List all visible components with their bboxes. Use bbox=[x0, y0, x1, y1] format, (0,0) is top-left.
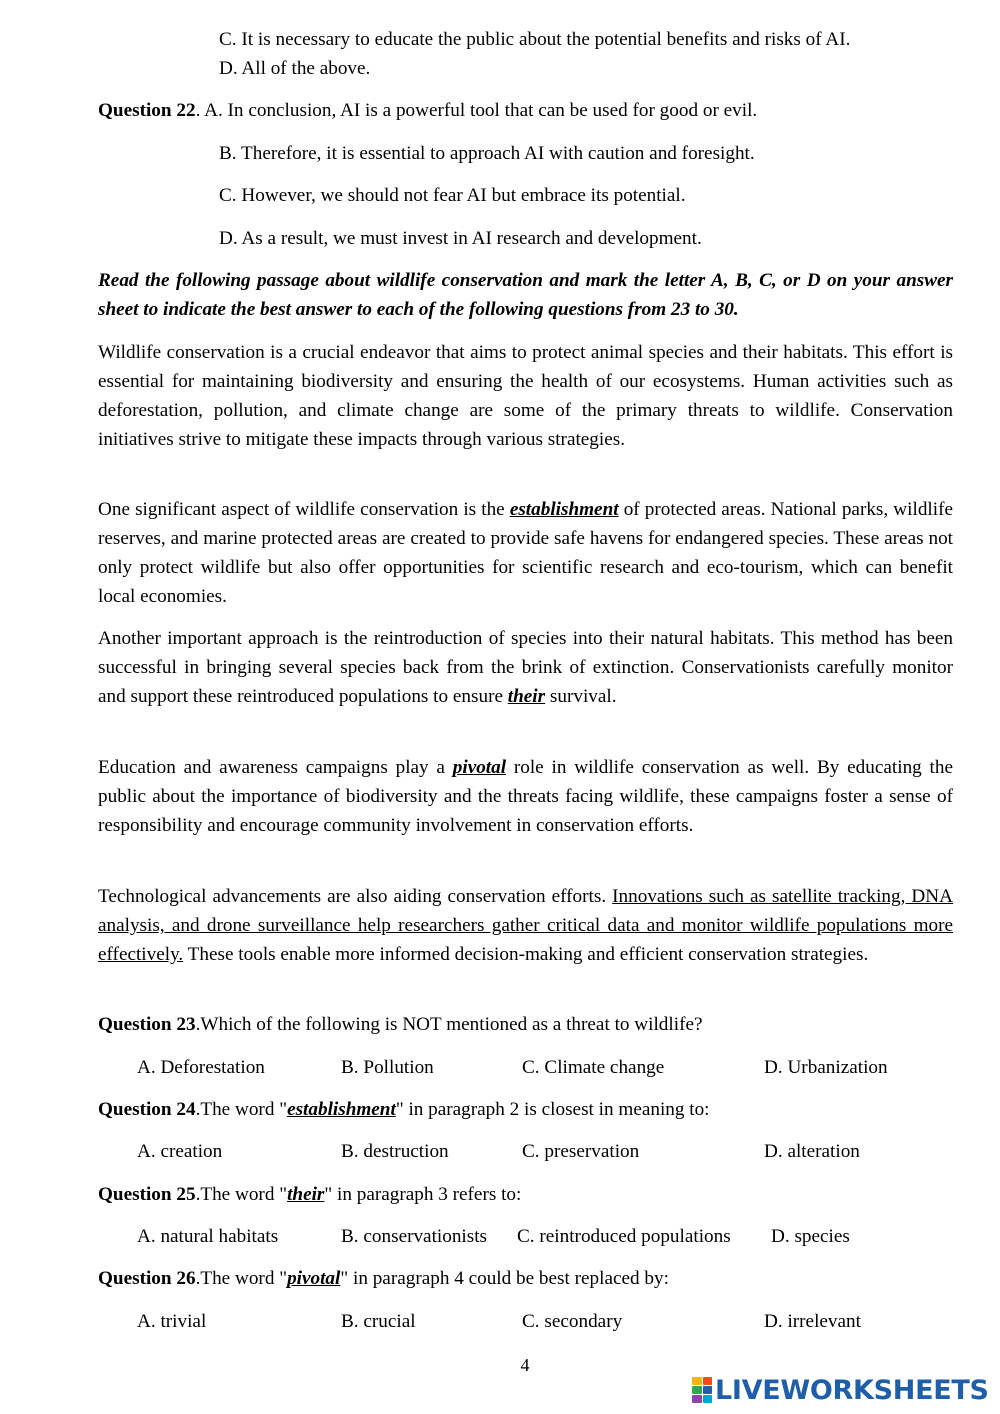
q22-line bbox=[98, 96, 757, 125]
q25-answer-c[interactable]: C. reintroduced populations bbox=[517, 1226, 731, 1247]
q24-label: Question 24 bbox=[98, 1099, 196, 1120]
q25-text-pre: .The word " bbox=[195, 1184, 288, 1205]
logo-block-icon bbox=[703, 1377, 713, 1385]
q26-stem bbox=[98, 1264, 669, 1293]
q24-keyword: establishment bbox=[287, 1099, 396, 1120]
passage-paragraph-3 bbox=[98, 624, 953, 711]
q23-answer-c[interactable]: C. Climate change bbox=[522, 1057, 665, 1078]
p2-text-b: of protected areas. National parks, wildlife reserves, and marine protected areas are created to provide safe havens for endangered species. These areas not only protect wildlife but also offer opportunities for scientific research and eco-tourism, which can benefit local economies. bbox=[98, 499, 953, 607]
q25-answer-d[interactable]: D. species bbox=[771, 1226, 850, 1247]
q25-label: Question 25 bbox=[98, 1184, 196, 1205]
q23-answer-d[interactable]: D. Urbanization bbox=[764, 1057, 888, 1078]
q25-keyword: their bbox=[287, 1184, 325, 1205]
instruction-text: Read the following passage about wildlife conservation and mark the letter A, B, C, or D on your answer sheet to indicate the best answer to each of the following questions from 23 to 30. bbox=[98, 270, 953, 320]
q25-text-post: " in paragraph 3 refers to: bbox=[324, 1184, 522, 1205]
q26-text-pre: .The word " bbox=[195, 1268, 288, 1289]
q22-option-a: . A. In conclusion, AI is a powerful tool that can be used for good or evil. bbox=[195, 100, 758, 121]
liveworksheets-logo-text: LIVEWORKSHEETS bbox=[715, 1374, 989, 1406]
p5-text-b: These tools enable more informed decision-making and efficient conservation strategies. bbox=[183, 944, 869, 965]
logo-block-icon bbox=[692, 1386, 702, 1394]
passage-paragraph-1: Wildlife conservation is a crucial endeavor that aims to protect animal species and their habitats. This effort is essential for maintaining biodiversity and ensuring the health of our ecosystems. Human activities such as deforestation, pollution, and climate change are some of the primary threats to wildlife. Conservation initiatives strive to mitigate these impacts through various strategies. bbox=[98, 342, 953, 450]
p2-text-a: One significant aspect of wildlife conservation is the bbox=[98, 499, 510, 520]
passage-paragraph-2 bbox=[98, 495, 953, 611]
p4-text-a: Education and awareness campaigns play a bbox=[98, 757, 453, 778]
q23-answer-b[interactable]: B. Pollution bbox=[341, 1057, 434, 1078]
q23-stem bbox=[98, 1010, 703, 1039]
q23-answer-a[interactable]: A. Deforestation bbox=[137, 1057, 265, 1078]
liveworksheets-logo bbox=[692, 1374, 989, 1406]
q24-answer-d[interactable]: D. alteration bbox=[764, 1141, 860, 1162]
q23-label: Question 23 bbox=[98, 1014, 196, 1035]
logo-block-icon bbox=[692, 1395, 702, 1403]
q21-option-d: D. All of the above. bbox=[219, 58, 371, 79]
q22-option-c: C. However, we should not fear AI but embrace its potential. bbox=[219, 185, 686, 206]
q24-answer-c[interactable]: C. preservation bbox=[522, 1141, 640, 1162]
q26-answer-c[interactable]: C. secondary bbox=[522, 1311, 623, 1332]
logo-block-icon bbox=[703, 1386, 713, 1394]
q26-label: Question 26 bbox=[98, 1268, 196, 1289]
p3-keyword-their: their bbox=[507, 686, 546, 707]
q26-text-post: " in paragraph 4 could be best replaced by: bbox=[340, 1268, 669, 1289]
passage-paragraph-5 bbox=[98, 882, 953, 969]
q21-option-c: C. It is necessary to educate the public about the potential benefits and risks of AI. bbox=[219, 29, 851, 50]
q24-answer-a[interactable]: A. creation bbox=[137, 1141, 223, 1162]
q26-answer-d[interactable]: D. irrelevant bbox=[764, 1311, 861, 1332]
p5-underlined-sentence: Innovations such as satellite tracking, DNA analysis, and drone surveillance help researchers gather critical data and monitor wildlife populations more effectively. bbox=[98, 886, 953, 965]
logo-block-icon bbox=[703, 1395, 713, 1403]
q23-text: .Which of the following is NOT mentioned as a threat to wildlife? bbox=[195, 1014, 703, 1035]
q26-keyword: pivotal bbox=[287, 1268, 341, 1289]
liveworksheets-logo-icon bbox=[692, 1377, 712, 1403]
q25-stem bbox=[98, 1180, 521, 1209]
q24-text-pre: .The word " bbox=[195, 1099, 288, 1120]
q25-answer-a[interactable]: A. natural habitats bbox=[137, 1226, 279, 1247]
p3-text-a: Another important approach is the reintroduction of species into their natural habitats. This method has been successful in bringing several species back from the brink of extinction. Conservationists carefully monitor and support these reintroduced populations to ensure bbox=[98, 628, 953, 707]
q26-answer-a[interactable]: A. trivial bbox=[137, 1311, 207, 1332]
page-number: 4 bbox=[520, 1355, 530, 1375]
q22-option-d: D. As a result, we must invest in AI research and development. bbox=[219, 228, 702, 249]
q22-label: Question 22 bbox=[98, 100, 196, 121]
p2-keyword-establishment: establishment bbox=[509, 499, 619, 520]
logo-block-icon bbox=[692, 1377, 702, 1385]
p4-text-b: role in wildlife conservation as well. By educating the public about the importance of biodiversity and the threats facing wildlife, these campaigns foster a sense of responsibility and encourage community involvement in conservation efforts. bbox=[98, 757, 953, 836]
q25-answer-b[interactable]: B. conservationists bbox=[341, 1226, 488, 1247]
q22-option-b: B. Therefore, it is essential to approach AI with caution and foresight. bbox=[219, 143, 755, 164]
p4-keyword-pivotal: pivotal bbox=[452, 757, 507, 778]
q24-stem bbox=[98, 1095, 710, 1124]
q26-answer-b[interactable]: B. crucial bbox=[341, 1311, 416, 1332]
q24-answer-b[interactable]: B. destruction bbox=[341, 1141, 449, 1162]
passage-paragraph-4 bbox=[98, 753, 953, 840]
q24-text-post: " in paragraph 2 is closest in meaning to: bbox=[395, 1099, 710, 1120]
p3-text-b: survival. bbox=[545, 686, 617, 707]
p5-text-a: Technological advancements are also aiding conservation efforts. bbox=[98, 886, 613, 907]
